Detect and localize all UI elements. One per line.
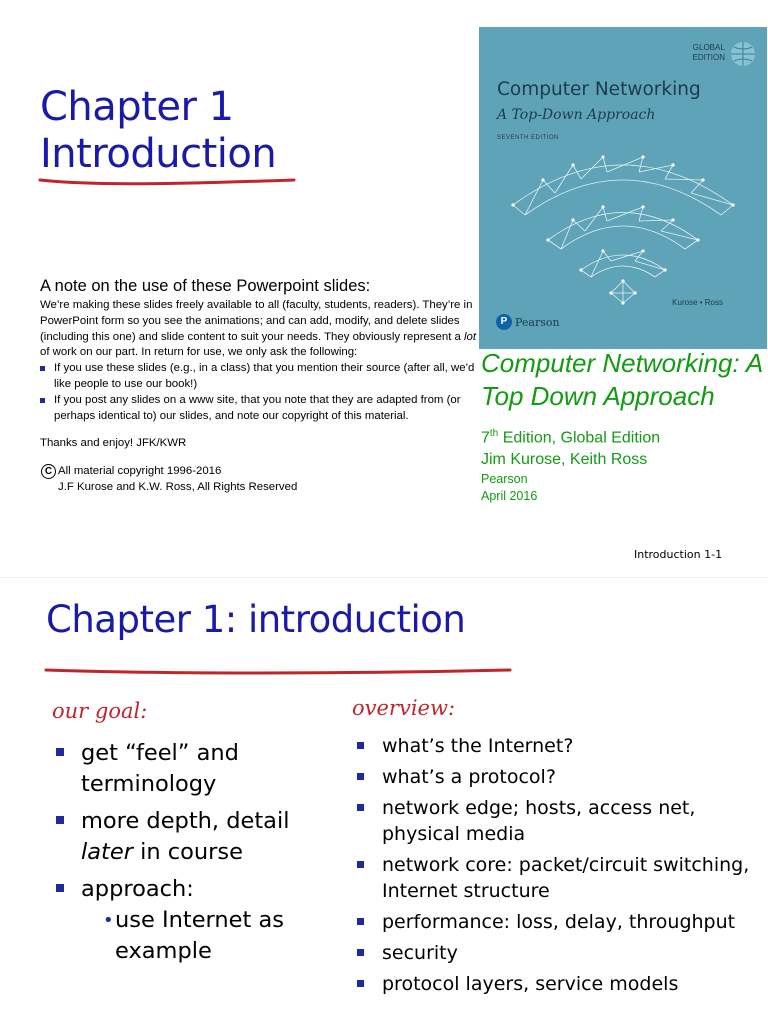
bullet-square (357, 804, 364, 811)
overview-item (355, 764, 755, 790)
title-underline (44, 664, 514, 678)
bullet-square (357, 861, 364, 868)
book-publisher: Pearson (481, 472, 528, 487)
thanks-text: Thanks and enjoy! JFK/KWR (40, 437, 187, 450)
overview-item-text: network core: packet/circuit switching, Internet structure (382, 854, 750, 902)
goal-list (54, 738, 324, 973)
book-authors: Jim Kurose, Keith Ross (481, 451, 648, 469)
title-line-2: Introduction (40, 131, 277, 177)
goal-item-text: in course (132, 839, 243, 865)
bullet-square (357, 980, 364, 987)
overview-item (355, 795, 755, 847)
goal-sub-list (81, 905, 324, 967)
overview-item (355, 940, 755, 966)
overview-item (355, 971, 755, 997)
overview-item-text: protocol layers, service models (382, 973, 679, 995)
note-heading: A note on the use of these Powerpoint slides: (40, 277, 371, 295)
book-info (481, 347, 765, 505)
note-bullet-list (40, 361, 480, 424)
overview-item-text: network edge; hosts, access net, physical media (382, 797, 696, 845)
edition-number: 7 (481, 429, 490, 447)
note-bullet-item (40, 361, 480, 393)
cover-authors: Kurose • Ross (672, 298, 723, 307)
goal-item (54, 874, 324, 967)
edition-ordinal: th (489, 428, 499, 439)
overview-item (355, 852, 755, 904)
badge-line-1: GLOBAL (692, 43, 725, 52)
copyright-line-1: All material copyright 1996-2016 (58, 465, 222, 478)
note-text-italic: lot (464, 330, 477, 343)
edition-text: Edition, Global Edition (498, 429, 661, 447)
bullet-dot: • (103, 910, 114, 931)
bullet-square (40, 366, 45, 371)
note-bullet-text: If you use these slides (e.g., in a class) that you mention their source (after all, we’d like people to use our book!) (54, 362, 475, 390)
cover-edition: SEVENTH EDITION (497, 135, 559, 141)
goal-sub-item (81, 905, 324, 967)
bullet-square (357, 918, 364, 925)
bullet-square (56, 816, 64, 824)
slide-title (40, 84, 276, 178)
goal-item (54, 806, 324, 868)
goal-item-text: approach: (81, 876, 194, 902)
title-line-1: Chapter 1 (40, 84, 234, 130)
overview-item-text: what’s a protocol? (382, 766, 556, 788)
book-title: Computer Networking: A Top Down Approach (481, 348, 763, 411)
bullet-square (357, 773, 364, 780)
global-edition-badge (693, 43, 725, 63)
note-bullet-text: If you post any slides on a www site, that you note that they are adapted from (or perhaps identical to) our slides, and note our copyright of this material. (54, 393, 461, 422)
wifi-network-icon (503, 145, 743, 305)
overview-item-text: what’s the Internet? (382, 735, 574, 757)
overview-item (355, 909, 755, 935)
bullet-square (40, 398, 45, 403)
bullet-square (357, 949, 364, 956)
cover-subtitle: A Top-Down Approach (497, 107, 656, 123)
overview-item-text: performance: loss, delay, throughput (382, 911, 736, 933)
bullet-square (357, 742, 364, 749)
note-paragraph (40, 298, 480, 361)
note-bullet-item (40, 393, 480, 425)
slide-chapter-overview (0, 578, 768, 1024)
title-underline (38, 172, 298, 188)
goal-item-text: more depth, detail (81, 808, 290, 834)
book-date: April 2016 (481, 489, 538, 504)
copyright-notice (40, 463, 480, 495)
bullet-square (56, 748, 64, 756)
goal-item-italic: later (81, 839, 133, 865)
note-text-part1: We’re making these slides freely available to all (faculty, students, readers). They’re in PowerPoint form so you see the animations; and can add, modify, and delete slides (including this one) and slide content to suit your needs. They obviously represent a (40, 299, 473, 343)
bullet-square (56, 884, 64, 892)
slide-page-number: Introduction 1-1 (634, 548, 723, 561)
pearson-logo-icon: P (496, 314, 512, 330)
usage-note (40, 276, 480, 495)
note-text-part2: of work on our part. In return for use, we only ask the following: (40, 346, 358, 359)
goal-item-text: get “feel” and terminology (81, 740, 239, 797)
goal-heading: our goal: (52, 699, 148, 723)
overview-list (355, 733, 755, 1002)
goal-item (54, 738, 324, 800)
overview-heading: overview: (352, 696, 456, 720)
cover-publisher: Pearson (515, 316, 560, 329)
book-cover-image (479, 27, 767, 349)
goal-sub-item-text: use Internet as example (115, 907, 284, 964)
overview-item-text: security (382, 942, 458, 964)
overview-item (355, 733, 755, 759)
cover-title: Computer Networking (497, 79, 701, 100)
badge-line-2: EDITION (692, 53, 725, 62)
copyright-icon: C (41, 464, 56, 479)
book-edition (481, 423, 765, 449)
copyright-line-2: J.F Kurose and K.W. Ross, All Rights Reserved (58, 481, 298, 494)
slide-title: Chapter 1: introduction (46, 598, 466, 641)
